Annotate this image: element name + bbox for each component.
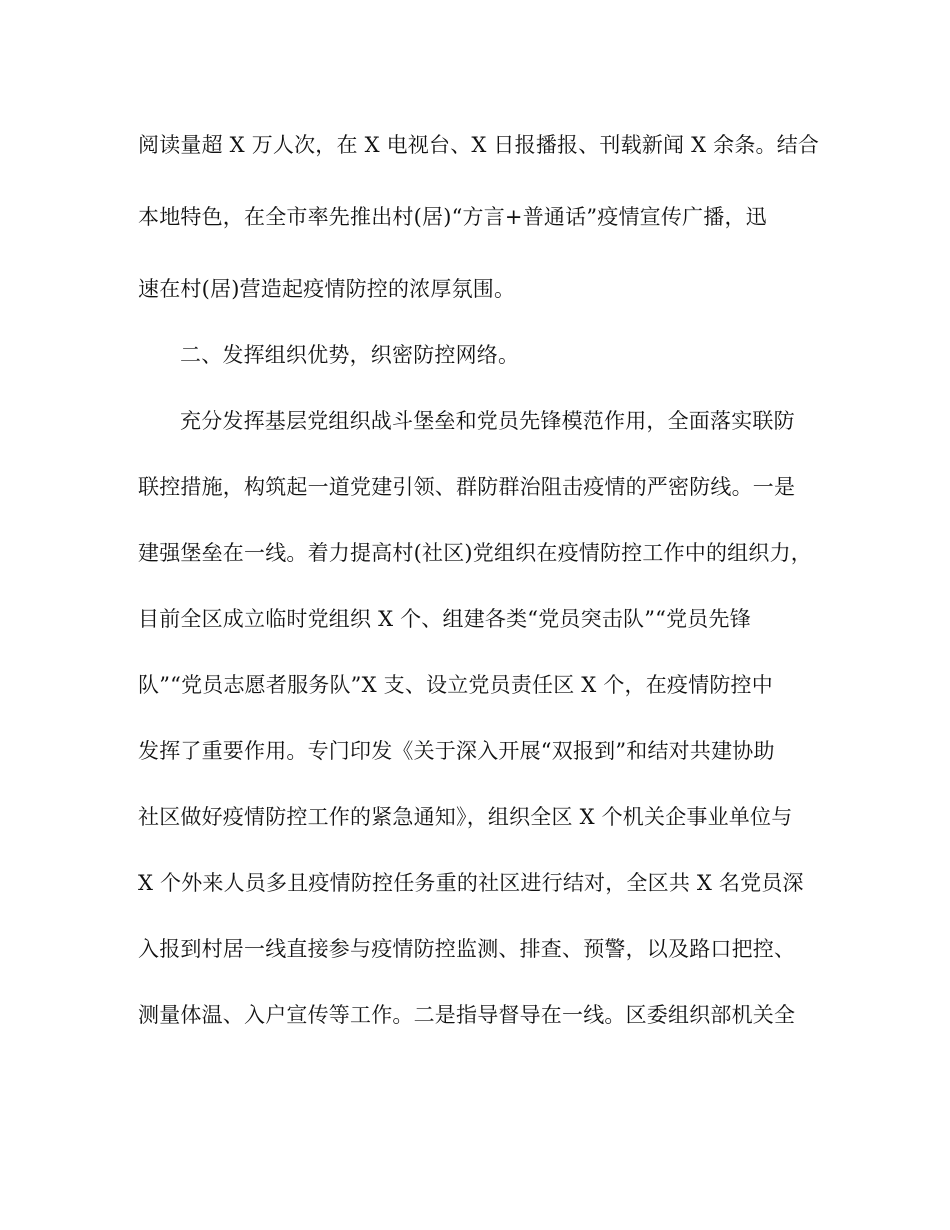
text-line: 测量体温、入户宣传等工作。二是指导督导在一线。区委组织部机关全 bbox=[138, 1003, 796, 1027]
text-line: 联控措施，构筑起一道党建引领、群防群治阻击疫情的严密防线。一是 bbox=[138, 475, 796, 499]
text-line: 充分发挥基层党组织战斗堡垒和党员先锋模范作用，全面落实联防 bbox=[180, 409, 795, 433]
section-heading: 二、发挥组织优势，织密防控网络。 bbox=[180, 343, 520, 367]
text-line: 入报到村居一线直接参与疫情防控监测、排查、预警，以及路口把控、 bbox=[138, 937, 796, 961]
text-line: 速在村(居)营造起疫情防控的浓厚氛围。 bbox=[138, 277, 516, 301]
text-line: 阅读量超 X 万人次，在 X 电视台、X 日报播报、刊载新闻 X 余条。结合 bbox=[138, 133, 820, 157]
text-line: 发挥了重要作用。专门印发《关于深入开展“双报到”和结对共建协助 bbox=[138, 739, 775, 763]
text-line: 队”“党员志愿者服务队”X 支、设立党员责任区 X 个，在疫情防控中 bbox=[138, 673, 773, 697]
text-line: 本地特色，在全市率先推出村(居)“方言+普通话”疫情宣传广播，迅 bbox=[138, 205, 767, 229]
text-line: 建强堡垒在一线。着力提高村(社区)党组织在疫情防控工作中的组织力， bbox=[138, 541, 812, 565]
text-line: 社区做好疫情防控工作的紧急通知》，组织全区 X 个机关企事业单位与 bbox=[138, 805, 793, 829]
text-line: 目前全区成立临时党组织 X 个、组建各类“党员突击队”“党员先锋 bbox=[138, 607, 751, 631]
text-line: X 个外来人员多且疫情防控任务重的社区进行结对，全区共 X 名党员深 bbox=[138, 871, 804, 895]
